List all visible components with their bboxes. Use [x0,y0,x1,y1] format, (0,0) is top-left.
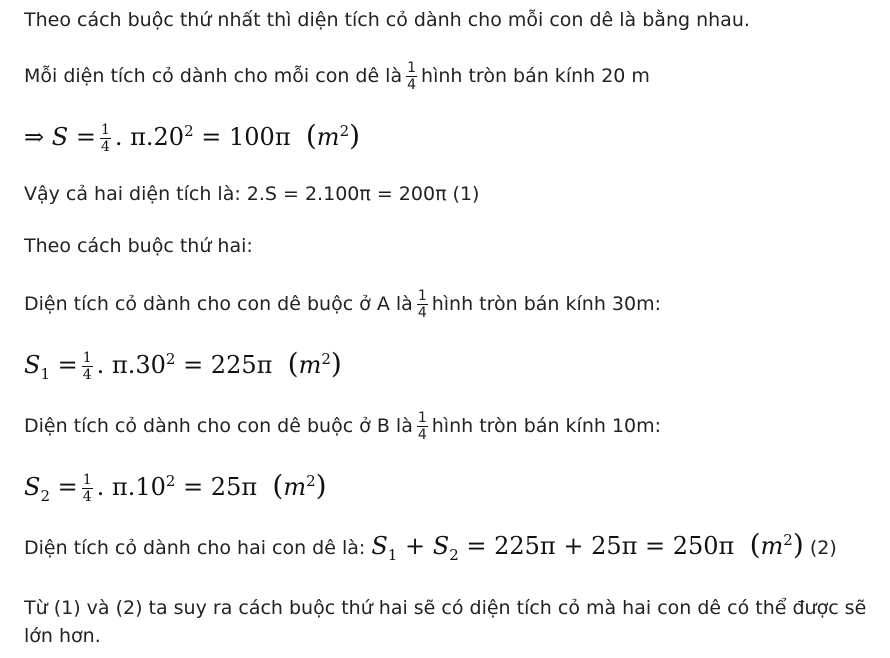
paragraph-intro: Theo cách buộc thứ nhất thì diện tích cỏ dành cho mỗi con dê là bằng nhau. [24,9,750,31]
equation-sum: $S_1 + S_2 = 225\pi + 25\pi = 250\pi$ $(m^2)$ [371,528,804,564]
paragraph-goat-b: Diện tích cỏ dành cho con dê buộc ở B là $\frac{1}{4}$ hình tròn bán kính 10m: [24,410,662,443]
fraction-one-quarter: $\frac{1}{4}$ [417,288,427,321]
paragraph-total-second: Diện tích cỏ dành cho hai con dê là: $S_1 + S_2 = 225\pi + 25\pi = 250\pi$ $(m^2)$ (2) [24,528,837,564]
equation-s2: $S_2$ = $\frac{1}{4}$ . $\pi.10^2 = 25\pi$ $(m^2)$ [24,469,327,505]
fraction-one-quarter: $\frac{1}{4}$ [407,60,417,93]
paragraph-quarter-circle-20: Mỗi diện tích cỏ dành cho mỗi con dê là $\frac{1}{4}$ hình tròn bán kính 20 m [24,60,650,93]
paragraph-total-first: Vậy cả hai diện tích là: 2.S = 2.100π = 200π (1) [24,183,480,205]
paragraph-goat-a: Diện tích cỏ dành cho con dê buộc ở A là $\frac{1}{4}$ hình tròn bán kính 30m: [24,288,662,321]
fraction-one-quarter: $\frac{1}{4}$ [417,410,427,443]
equation-s1: $S_1$ = $\frac{1}{4}$ . $\pi.30^2 = 225\pi$ $(m^2)$ [24,347,342,383]
paragraph-conclusion: Từ (1) và (2) ta suy ra cách buộc thứ hai sẽ có diện tích cỏ mà hai con dê có thể được sẽ lớn hơn. [24,597,867,647]
paragraph-second-way: Theo cách buộc thứ hai: [24,235,253,257]
equation-s: ⇒ S = $\frac{1}{4}$ . $\pi.20^2 = 100\pi$ $(m^2)$ [24,119,361,155]
